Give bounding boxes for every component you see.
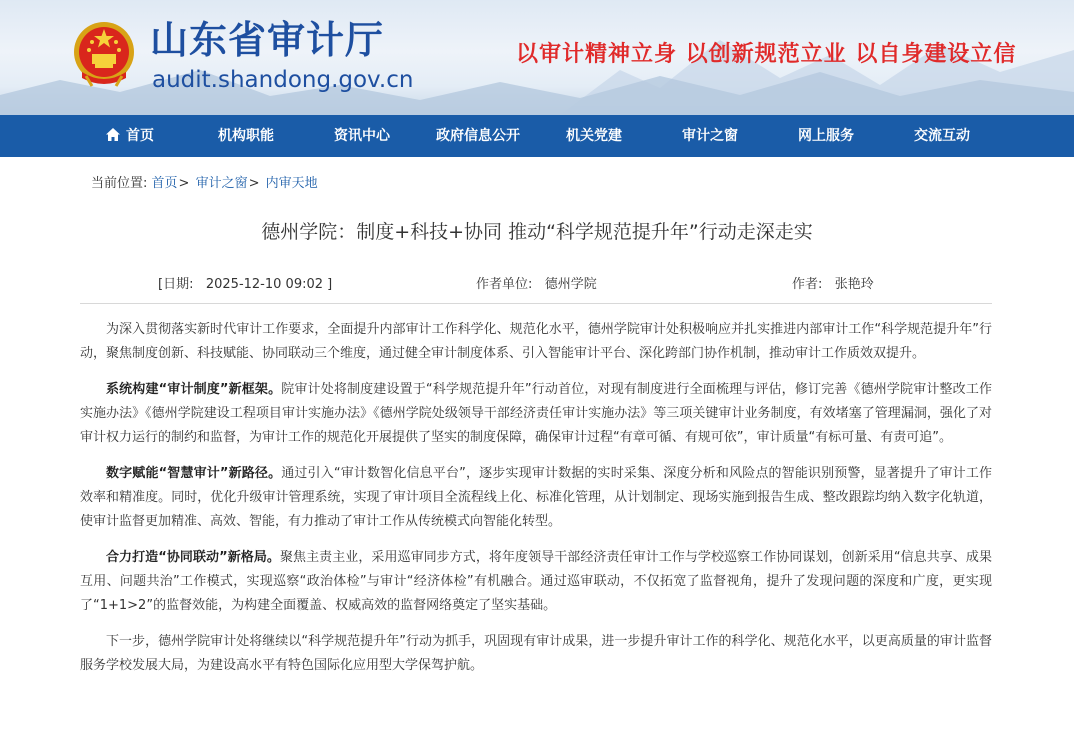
author-value: 张艳玲 (834, 277, 874, 292)
divider (80, 303, 992, 304)
paragraph-text: 下一步，德州学院审计处将继续以“科学规范提升年”行动为抓手，巩固现有审计成果，进一步提升审计工作的科学化、规范化水平，以更高质量的审计监督服务学校发展大局，为建设高水平有特色国际化应用型大学保驾护航。 (80, 634, 992, 673)
nav-item-audit-window[interactable]: 审计之窗 (682, 128, 738, 144)
breadcrumb-separator: > (178, 176, 190, 191)
unit-label: 作者单位: (476, 277, 533, 292)
breadcrumb-link-internal-audit[interactable]: 内审天地 (265, 176, 318, 191)
breadcrumb-separator: > (248, 176, 260, 191)
paragraph (80, 318, 992, 366)
main-nav (0, 115, 1074, 157)
breadcrumb-link-audit-window[interactable]: 审计之窗 (195, 176, 248, 191)
nav-item-label: 首页 (126, 128, 154, 144)
site-url: audit.shandong.gov.cn (152, 67, 414, 93)
paragraph-lead: 数字赋能“智慧审计”新路径。 (106, 466, 282, 481)
paragraph (80, 546, 992, 618)
date-value: 2025-12-10 09:02 (205, 277, 324, 292)
breadcrumb-prefix: 当前位置: (91, 176, 148, 191)
breadcrumb (91, 172, 318, 191)
site-header (0, 0, 1074, 115)
paragraph-lead: 系统构建“审计制度”新框架。 (106, 382, 282, 397)
site-slogan: 以审计精神立身 以创新规范立业 以自身建设立信 (516, 42, 1017, 67)
nav-item-news[interactable]: 资讯中心 (334, 128, 390, 144)
home-icon (106, 128, 120, 141)
nav-item-party[interactable]: 机关党建 (566, 128, 622, 144)
paragraph (80, 630, 992, 678)
nav-item-home[interactable] (72, 115, 188, 157)
nav-item-gov-info[interactable]: 政府信息公开 (436, 128, 520, 144)
author-label: 作者: (792, 277, 823, 292)
nav-item-organization[interactable]: 机构职能 (218, 128, 274, 144)
article-date (158, 273, 332, 292)
paragraph-text: 院审计处将制度建设置于“科学规范提升年”行动首位，对现有制度进行全面梳理与评估，修订完善《德州学院审计整改工作实施办法》《德州学院建设工程项目审计实施办法》《德州学院处级领导干部经济责任审计实施办法》等三项关键审计业务制度，有效堵塞了管理漏洞，强化了对审计权力运行的制约和监督，为审计工作的规范化开展提供了坚实的制度保障，确保审计过程“有章可循、有规可依”，审计质量“有标可量、有责可追”。 (80, 382, 992, 445)
article-unit (476, 273, 597, 292)
paragraph-text: 为深入贯彻落实新时代审计工作要求，全面提升内部审计工作科学化、规范化水平，德州学院审计处积极响应并扎实推进内部审计工作“科学规范提升年”行动，聚焦制度创新、科技赋能、协同联动三个维度，通过健全审计制度体系、引入智能审计平台、深化跨部门协作机制，推动审计工作质效双提升。 (80, 322, 992, 361)
nav-item-online-service[interactable]: 网上服务 (798, 128, 854, 144)
paragraph-lead: 合力打造“协同联动”新格局。 (106, 550, 280, 565)
national-emblem-icon (72, 20, 136, 88)
unit-value: 德州学院 (544, 277, 597, 292)
paragraph-text: 聚焦主责主业，采用巡审同步方式，将年度领导干部经济责任审计工作与学校巡察工作协同谋划，创新采用“信息共享、成果互用、问题共治”工作模式，实现巡察“政治体检”与审计“经济体检”有机融合。通过巡审联动，不仅拓宽了监督视角，提升了发现问题的深度和广度，更实现了“1+1>2”的监督效能，为构建全面覆盖、权威高效的监督网络奠定了坚实基础。 (80, 550, 992, 613)
nav-item-interaction[interactable]: 交流互动 (914, 128, 970, 144)
article-title: 德州学院：制度+科技+协同 推动“科学规范提升年”行动走深走实 (261, 221, 813, 243)
paragraph (80, 378, 992, 450)
paragraph-text: 通过引入“审计数智化信息平台”，逐步实现审计数据的实时采集、深度分析和风险点的智能识别预警，显著提升了审计工作效率和精准度。同时，优化升级审计管理系统，实现了审计项目全流程线上化、标准化管理，从计划制定、现场实施到报告生成、整改跟踪均纳入数字化轨道，使审计监督更加精准、高效、智能，有力推动了审计工作从传统模式向智能化转型。 (80, 466, 992, 529)
site-title: 山东省审计厅 (150, 18, 385, 62)
date-label: [日期: (158, 277, 194, 292)
article-author (792, 273, 874, 292)
date-close: ] (327, 277, 333, 292)
article-body (80, 318, 992, 690)
breadcrumb-link-home[interactable]: 首页 (151, 176, 178, 191)
paragraph (80, 462, 992, 534)
